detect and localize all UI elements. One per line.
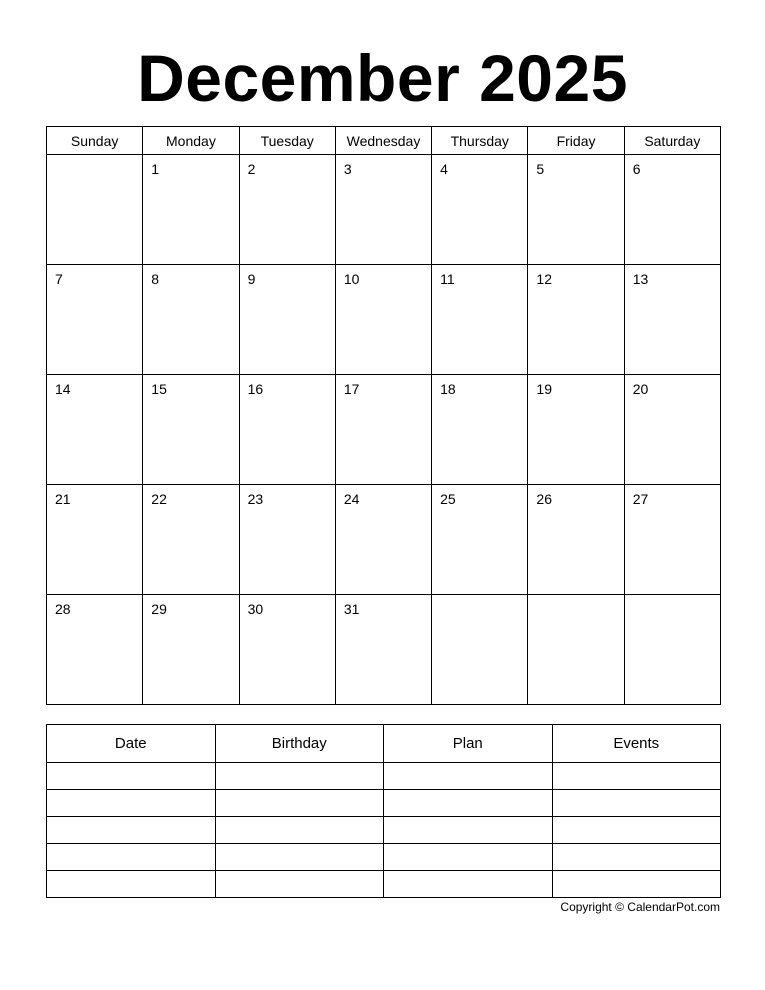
day-cell [624, 265, 720, 375]
day-number: 15 [151, 381, 167, 397]
notes-header-events: Events [552, 725, 721, 763]
day-number: 30 [247, 601, 264, 617]
calendar-grid [46, 126, 721, 705]
day-cell [143, 485, 239, 595]
week-row [47, 155, 721, 265]
notes-header-birthday: Birthday [215, 725, 384, 763]
day-number: 4 [440, 161, 448, 177]
day-number: 21 [55, 491, 71, 507]
day-cell [239, 265, 335, 375]
day-number: 6 [632, 161, 641, 177]
day-number: 16 [247, 381, 264, 397]
day-cell [432, 375, 528, 485]
day-cell [432, 155, 528, 265]
notes-cell [384, 790, 553, 817]
day-number: 3 [343, 161, 352, 177]
notes-header-row [47, 725, 721, 763]
day-cell [47, 375, 143, 485]
weekday-tuesday: Tuesday [239, 127, 335, 155]
day-cell [47, 485, 143, 595]
notes-cell [215, 817, 384, 844]
day-number: 10 [343, 271, 360, 287]
notes-cell [384, 844, 553, 871]
notes-cell [215, 844, 384, 871]
day-cell [239, 375, 335, 485]
notes-cell [384, 817, 553, 844]
day-number: 5 [536, 161, 545, 177]
notes-cell [552, 871, 721, 898]
day-cell [47, 155, 143, 265]
notes-cell [552, 763, 721, 790]
day-cell [335, 595, 431, 705]
day-number: 26 [536, 491, 552, 507]
day-cell [432, 265, 528, 375]
day-number: 24 [343, 491, 360, 507]
day-number [528, 595, 623, 601]
notes-cell [552, 844, 721, 871]
day-cell [239, 155, 335, 265]
day-cell [432, 595, 528, 705]
week-row [47, 595, 721, 705]
day-cell [528, 155, 624, 265]
weekday-thursday: Thursday [432, 127, 528, 155]
day-number: 19 [536, 381, 552, 397]
day-cell [335, 265, 431, 375]
week-row [47, 265, 721, 375]
day-number [432, 595, 527, 601]
day-cell [335, 375, 431, 485]
day-cell [47, 595, 143, 705]
day-cell [624, 155, 720, 265]
day-number: 1 [151, 161, 160, 177]
notes-cell [215, 790, 384, 817]
day-number: 2 [247, 161, 256, 177]
day-number: 22 [151, 491, 167, 507]
day-cell [143, 595, 239, 705]
notes-cell [47, 871, 216, 898]
weekday-header-row [47, 127, 721, 155]
week-row [47, 485, 721, 595]
notes-row [47, 871, 721, 898]
notes-header-date: Date [47, 725, 216, 763]
weekday-sunday: Sunday [47, 127, 143, 155]
day-cell [624, 485, 720, 595]
day-number: 23 [247, 491, 264, 507]
day-number: 20 [632, 381, 649, 397]
day-cell [335, 485, 431, 595]
notes-cell [384, 763, 553, 790]
day-number: 12 [536, 271, 552, 287]
day-number: 25 [440, 491, 456, 507]
day-number: 27 [632, 491, 649, 507]
day-number: 14 [55, 381, 71, 397]
day-cell [624, 375, 720, 485]
day-number: 11 [440, 271, 455, 287]
day-cell [239, 595, 335, 705]
day-cell [528, 375, 624, 485]
notes-header-plan: Plan [384, 725, 553, 763]
day-cell [47, 265, 143, 375]
day-cell [432, 485, 528, 595]
day-cell [143, 155, 239, 265]
weekday-friday: Friday [528, 127, 624, 155]
day-number: 18 [440, 381, 456, 397]
notes-cell [47, 817, 216, 844]
notes-cell [552, 817, 721, 844]
notes-cell [215, 871, 384, 898]
day-cell [143, 375, 239, 485]
day-number [625, 595, 720, 601]
notes-cell [47, 844, 216, 871]
day-cell [528, 265, 624, 375]
notes-row [47, 844, 721, 871]
notes-cell [384, 871, 553, 898]
notes-row [47, 763, 721, 790]
copyright-notice: Copyright © CalendarPot.com [560, 900, 720, 914]
weekday-monday: Monday [143, 127, 239, 155]
week-row [47, 375, 721, 485]
notes-cell [47, 763, 216, 790]
notes-row [47, 790, 721, 817]
day-cell [239, 485, 335, 595]
day-number: 13 [632, 271, 649, 287]
day-number: 17 [343, 381, 360, 397]
day-cell [335, 155, 431, 265]
notes-cell [552, 790, 721, 817]
day-number: 9 [247, 271, 256, 287]
day-cell [528, 485, 624, 595]
day-cell [624, 595, 720, 705]
notes-table [46, 724, 721, 898]
day-cell [143, 265, 239, 375]
notes-row [47, 817, 721, 844]
day-cell [528, 595, 624, 705]
day-number: 28 [55, 601, 71, 617]
page-title: December 2025 [137, 41, 628, 115]
notes-cell [47, 790, 216, 817]
weekday-saturday: Saturday [624, 127, 720, 155]
day-number: 31 [343, 601, 360, 617]
weekday-wednesday: Wednesday [335, 127, 431, 155]
day-number: 7 [55, 271, 63, 287]
notes-cell [215, 763, 384, 790]
day-number: 29 [151, 601, 167, 617]
day-number: 8 [151, 271, 160, 287]
day-number [47, 155, 142, 161]
